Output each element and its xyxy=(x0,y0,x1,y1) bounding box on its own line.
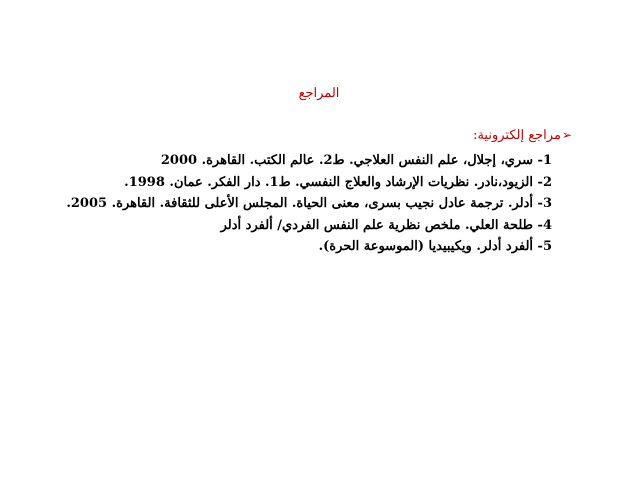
reference-text: أدلر. ترجمة عادل نجيب بسرى، معنى الحياة. المجلس الأعلى للثقافة. القاهرة. 2005. xyxy=(66,196,534,211)
reference-item xyxy=(66,193,552,215)
reference-item xyxy=(66,236,552,258)
reference-item xyxy=(66,172,552,194)
reference-number: 2- xyxy=(537,174,552,190)
reference-text: طلحة العلي. ملخص نظرية علم النفس الفردي/ ألفرد أدلر xyxy=(220,217,534,233)
section-heading xyxy=(473,127,572,144)
section-heading-label: مراجع إلكترونية: xyxy=(473,128,561,143)
reference-number: 3- xyxy=(537,196,552,211)
reference-item xyxy=(66,150,552,172)
reference-text: ألفرد أدلر. ويكيبيديا (الموسوعة الحرة). xyxy=(318,239,534,254)
reference-text: الزيود،نادر. نظريات الإرشاد والعلاج النفسي. ط1. دار الفكر. عمان. 1998. xyxy=(124,174,534,190)
reference-number: 4- xyxy=(537,217,552,233)
reference-item xyxy=(66,215,552,237)
arrow-bullet-icon: ➢ xyxy=(561,128,572,142)
reference-number: 5- xyxy=(537,239,552,254)
reference-text: سري، إجلال، علم النفس العلاجي. ط2. عالم الكتب. القاهرة. 2000 xyxy=(160,153,534,168)
page-title: المراجع xyxy=(298,86,340,101)
reference-number: 1- xyxy=(537,153,552,168)
reference-list xyxy=(66,150,552,258)
